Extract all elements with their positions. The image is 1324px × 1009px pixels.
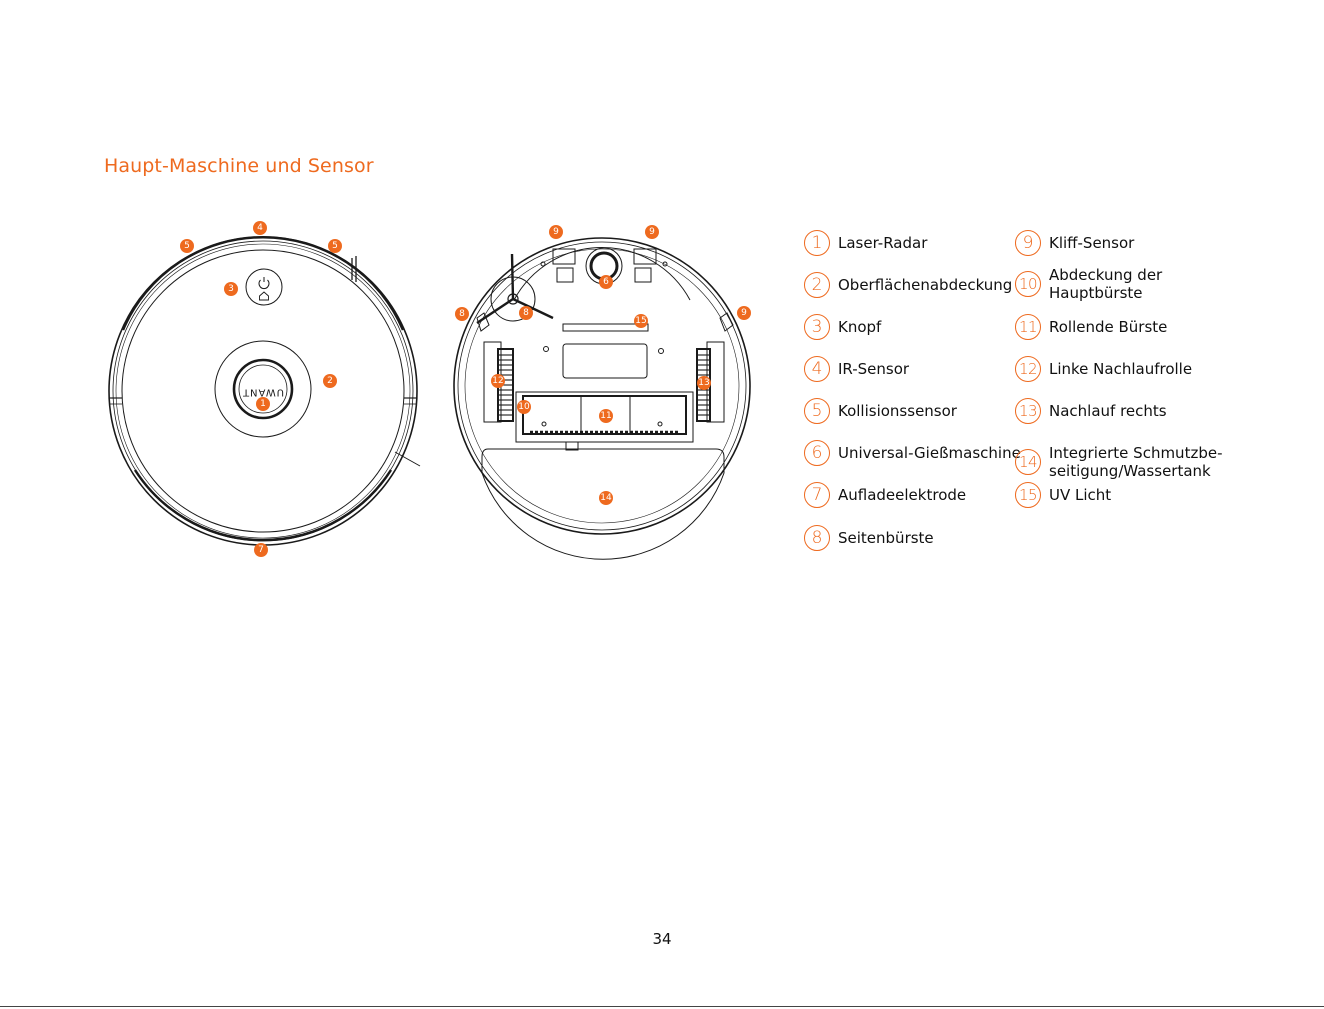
svg-text:12: 12 [492, 376, 504, 386]
legend-item-10 [1015, 266, 1162, 302]
svg-text:15: 15 [635, 316, 647, 326]
brand-logo: UWANT [241, 386, 285, 398]
svg-text:9: 9 [741, 308, 747, 318]
legend-item-15 [1015, 482, 1111, 508]
bottom-marker-8-brush [519, 306, 533, 320]
legend-label: Integrierte Schmutzbe- seitigung/Wassertank [1049, 444, 1223, 480]
legend-number: 14 [1015, 449, 1041, 475]
legend-number: 5 [804, 398, 830, 424]
legend-item-8 [804, 525, 934, 551]
legend-item-12 [1015, 356, 1192, 382]
legend-item-4 [804, 356, 909, 382]
svg-text:6: 6 [603, 277, 609, 287]
top-marker-7 [254, 543, 268, 557]
legend-number: 7 [804, 482, 830, 508]
legend-item-11 [1015, 314, 1167, 340]
legend-item-1 [804, 230, 927, 256]
legend-label: Abdeckung der Hauptbürste [1049, 266, 1163, 302]
bottom-marker-15 [634, 314, 648, 328]
svg-text:7: 7 [258, 545, 264, 555]
page-number: 34 [652, 930, 672, 948]
legend-item-2 [804, 272, 1012, 298]
svg-text:8: 8 [523, 308, 529, 318]
svg-text:9: 9 [553, 227, 559, 237]
svg-text:13: 13 [698, 378, 710, 388]
legend-number: 10 [1015, 271, 1041, 297]
svg-text:4: 4 [257, 223, 263, 233]
legend-item-13 [1015, 398, 1167, 424]
top-marker-4 [253, 221, 267, 235]
svg-text:8: 8 [459, 309, 465, 319]
legend-number: 2 [804, 272, 830, 298]
bottom-marker-9-side [737, 306, 751, 320]
legend-label: Linke Nachlaufrolle [1049, 360, 1193, 378]
svg-text:5: 5 [184, 241, 190, 251]
legend-number: 4 [804, 356, 830, 382]
legend-number: 6 [804, 440, 830, 466]
legend-item-7 [804, 482, 966, 508]
top-marker-2 [323, 374, 337, 388]
bottom-marker-8-side [455, 307, 469, 321]
bottom-marker-13 [697, 376, 711, 390]
legend-number: 1 [804, 230, 830, 256]
legend-label: Kollisionssensor [838, 402, 957, 420]
bottom-marker-12 [491, 374, 505, 388]
svg-text:9: 9 [649, 227, 655, 237]
legend-number: 13 [1015, 398, 1041, 424]
svg-text:14: 14 [600, 493, 612, 503]
legend-label: Seitenbürste [838, 529, 934, 547]
top-marker-1 [256, 397, 270, 411]
svg-text:10: 10 [518, 402, 530, 412]
bottom-divider [0, 1006, 1324, 1007]
legend-label: IR-Sensor [838, 360, 910, 378]
legend-number: 3 [804, 314, 830, 340]
legend-label: Knopf [838, 318, 882, 336]
legend-item-9 [1015, 230, 1134, 256]
legend-label: Laser-Radar [838, 234, 928, 252]
top-marker-3 [224, 282, 238, 296]
bottom-marker-14 [599, 491, 613, 505]
bottom-marker-9-left [549, 225, 563, 239]
legend-label: Oberflächenabdeckung [838, 276, 1013, 294]
bottom-marker-10 [517, 400, 531, 414]
legend-label: Kliff-Sensor [1049, 234, 1135, 252]
legend-label: Universal-Gießmaschine [838, 444, 1021, 462]
section-title: Haupt-Maschine und Sensor [104, 155, 374, 177]
svg-text:2: 2 [327, 376, 333, 386]
legend-item-3 [804, 314, 881, 340]
legend-number: 8 [804, 525, 830, 551]
bottom-marker-9-right [645, 225, 659, 239]
legend-number: 12 [1015, 356, 1041, 382]
legend-item-5 [804, 398, 957, 424]
legend-number: 11 [1015, 314, 1041, 340]
top-marker-5-left [180, 239, 194, 253]
legend-label: UV Licht [1049, 486, 1112, 504]
svg-text:11: 11 [600, 411, 612, 421]
legend-item-14 [1015, 444, 1222, 480]
svg-text:1: 1 [260, 399, 266, 409]
svg-text:3: 3 [228, 284, 234, 294]
legend-number: 9 [1015, 230, 1041, 256]
legend-label: Rollende Bürste [1049, 318, 1168, 336]
bottom-marker-6 [599, 275, 613, 289]
bottom-marker-11 [599, 409, 613, 423]
legend-label: Nachlauf rechts [1049, 402, 1167, 420]
top-marker-5-right [328, 239, 342, 253]
legend-item-6 [804, 440, 1021, 466]
svg-text:5: 5 [332, 241, 338, 251]
legend-label: Aufladeelektrode [838, 486, 967, 504]
legend-number: 15 [1015, 482, 1041, 508]
